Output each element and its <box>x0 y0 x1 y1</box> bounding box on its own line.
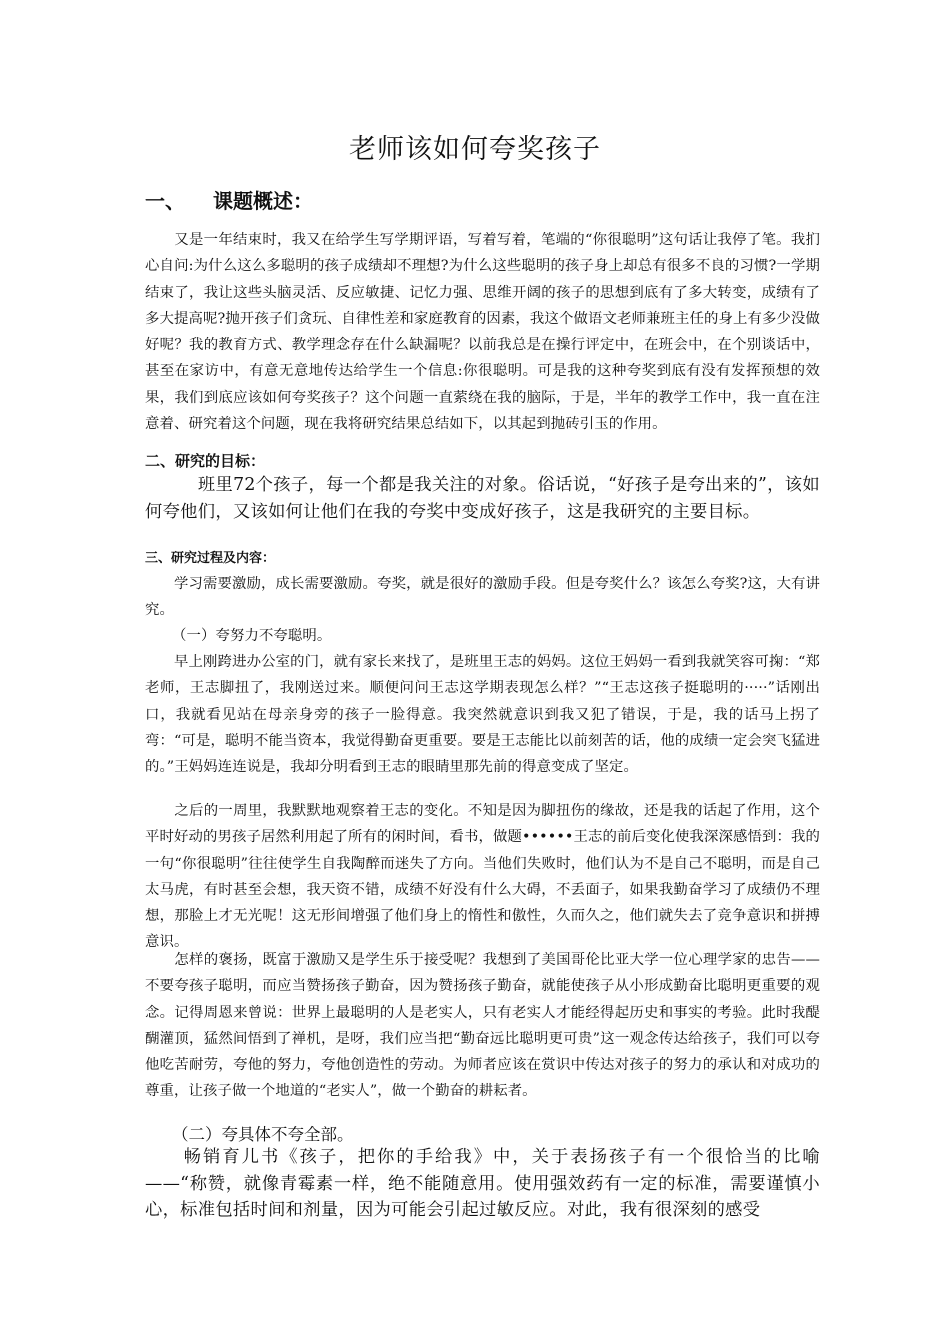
paragraph-praise: 怎样的褒扬，既富于激励又是学生乐于接受呢？我想到了美国哥伦比亚大学一位心理学家的忠告——不要夸孩子聪明，而应当赞扬孩子勤奋，因为赞扬孩子勤奋，就能使孩子从小形成勤奋比聪明更重要的观念。记得周恩来曾说：世界上最聪明的人是老实人，只有老实人才能经得起历史和事实的考验。此时我醍醐灌顶，猛然间悟到了禅机，是呀，我们应当把“勤奋远比聪明更可贵”这一观念传达给孩子，我们可以夸他吃苦耐劳，夸他的努力，夸他创造性的劳动。为师者应该在赏识中传达对孩子的努力的承认和对成功的尊重，让孩子做一个地道的“老实人”，做一个勤奋的耕耘者。 <box>145 952 820 1100</box>
paragraph-story: 早上刚跨进办公室的门，就有家长来找了，是班里王志的妈妈。这位王妈妈一看到我就笑容可掬：“郑老师，王志脚扭了，我刚送过来。顺便问问王志这学期表现怎么样？”“王志这孩子挺聪明的·····”话刚出口，我就看见站在母亲身旁的孩子一脸得意。我突然就意识到我又犯了错误，于是，我的话马上拐了弯：“可是，聪明不能当资本，我觉得勤奋更重要。要是王志能比以前刻苦的话，他的成绩一定会突飞猛进的。”王妈妈连连说是，我却分明看到王志的眼睛里那先前的得意变成了坚定。 <box>145 654 820 776</box>
section-3-heading: 三、研究过程及内容： <box>145 551 276 566</box>
paragraph-book-quote: 畅销育儿书《孩子，把你的手给我》中，关于表扬孩子有一个很恰当的比喻——“称赞，就像青霉素一样，绝不能随意用。使用强效药有一定的标准，需要谨慎小心，标准包括时间和剂量，因为可能会引起过敏反应。对此，我有很深刻的感受 <box>145 1147 820 1220</box>
section-1-number: 一、 <box>145 189 185 213</box>
paragraph-intro: 学习需要激励，成长需要激励。夸奖，就是很好的激励手段。但是夸奖什么？该怎么夸奖?这，大有讲究。 <box>145 576 820 619</box>
subheading-1: （一）夸努力不夸聪明。 <box>172 628 332 644</box>
section-1-heading <box>145 186 313 216</box>
section-2-heading: 二、研究的目标： <box>145 452 266 470</box>
document-title: 老师该如何夸奖孩子 <box>349 134 601 165</box>
section-1-title: 课题概述： <box>213 189 313 213</box>
subheading-2: （二）夸具体不夸全部。 <box>172 1125 354 1144</box>
paragraph-observation: 之后的一周里，我默默地观察着王志的变化。不知是因为脚扭伤的缘故，还是我的话起了作用，这个平时好动的男孩子居然利用起了所有的闲时间，看书，做题••••••王志的前后变化使我深深感悟到：我的一句“你很聪明”往往使学生自我陶醉而迷失了方向。当他们失败时，他们认为不是自己不聪明，而是自己太马虎，有时甚至会想，我天资不错，成绩不好没有什么大碍，不丢面子，如果我勤奋学习了成绩仍不理想，那脸上才无光呢！这无形间增强了他们身上的惰性和傲性，久而久之，他们就失去了竞争意识和拼搏意识。 <box>145 803 820 951</box>
paragraph-overview: 又是一年结束时，我又在给学生写学期评语，写着写着，笔端的“你很聪明”这句话让我停了笔。我扪心自问:为什么这么多聪明的孩子成绩却不理想?为什么这些聪明的孩子身上却总有很多不良的习惯?一学期结束了，我让这些头脑灵活、反应敏捷、记忆力强、思维开阔的孩子的思想到底有了多大转变，成绩有了多大提高呢?抛开孩子们贪玩、自律性差和家庭教育的因素，我这个做语文老师兼班主任的身上有多少没做好呢？我的教育方式、教学理念存在什么缺漏呢？以前我总是在操行评定中，在班会中，在个别谈话中，甚至在家访中，有意无意地传达给学生一个信息:你很聪明。可是我的这种夸奖到底有没有发挥预想的效果，我们到底应该如何夸奖孩子？这个问题一直萦绕在我的脑际，于是，半年的教学工作中，我一直在注意着、研究着这个问题，现在我将研究结果总结如下，以其起到抛砖引玉的作用。 <box>145 232 820 433</box>
paragraph-goal: 班里72个孩子，每一个都是我关注的对象。俗话说，“好孩子是夸出来的”，该如何夸他们，又该如何让他们在我的夸奖中变成好孩子，这是我研究的主要目标。 <box>145 475 820 522</box>
